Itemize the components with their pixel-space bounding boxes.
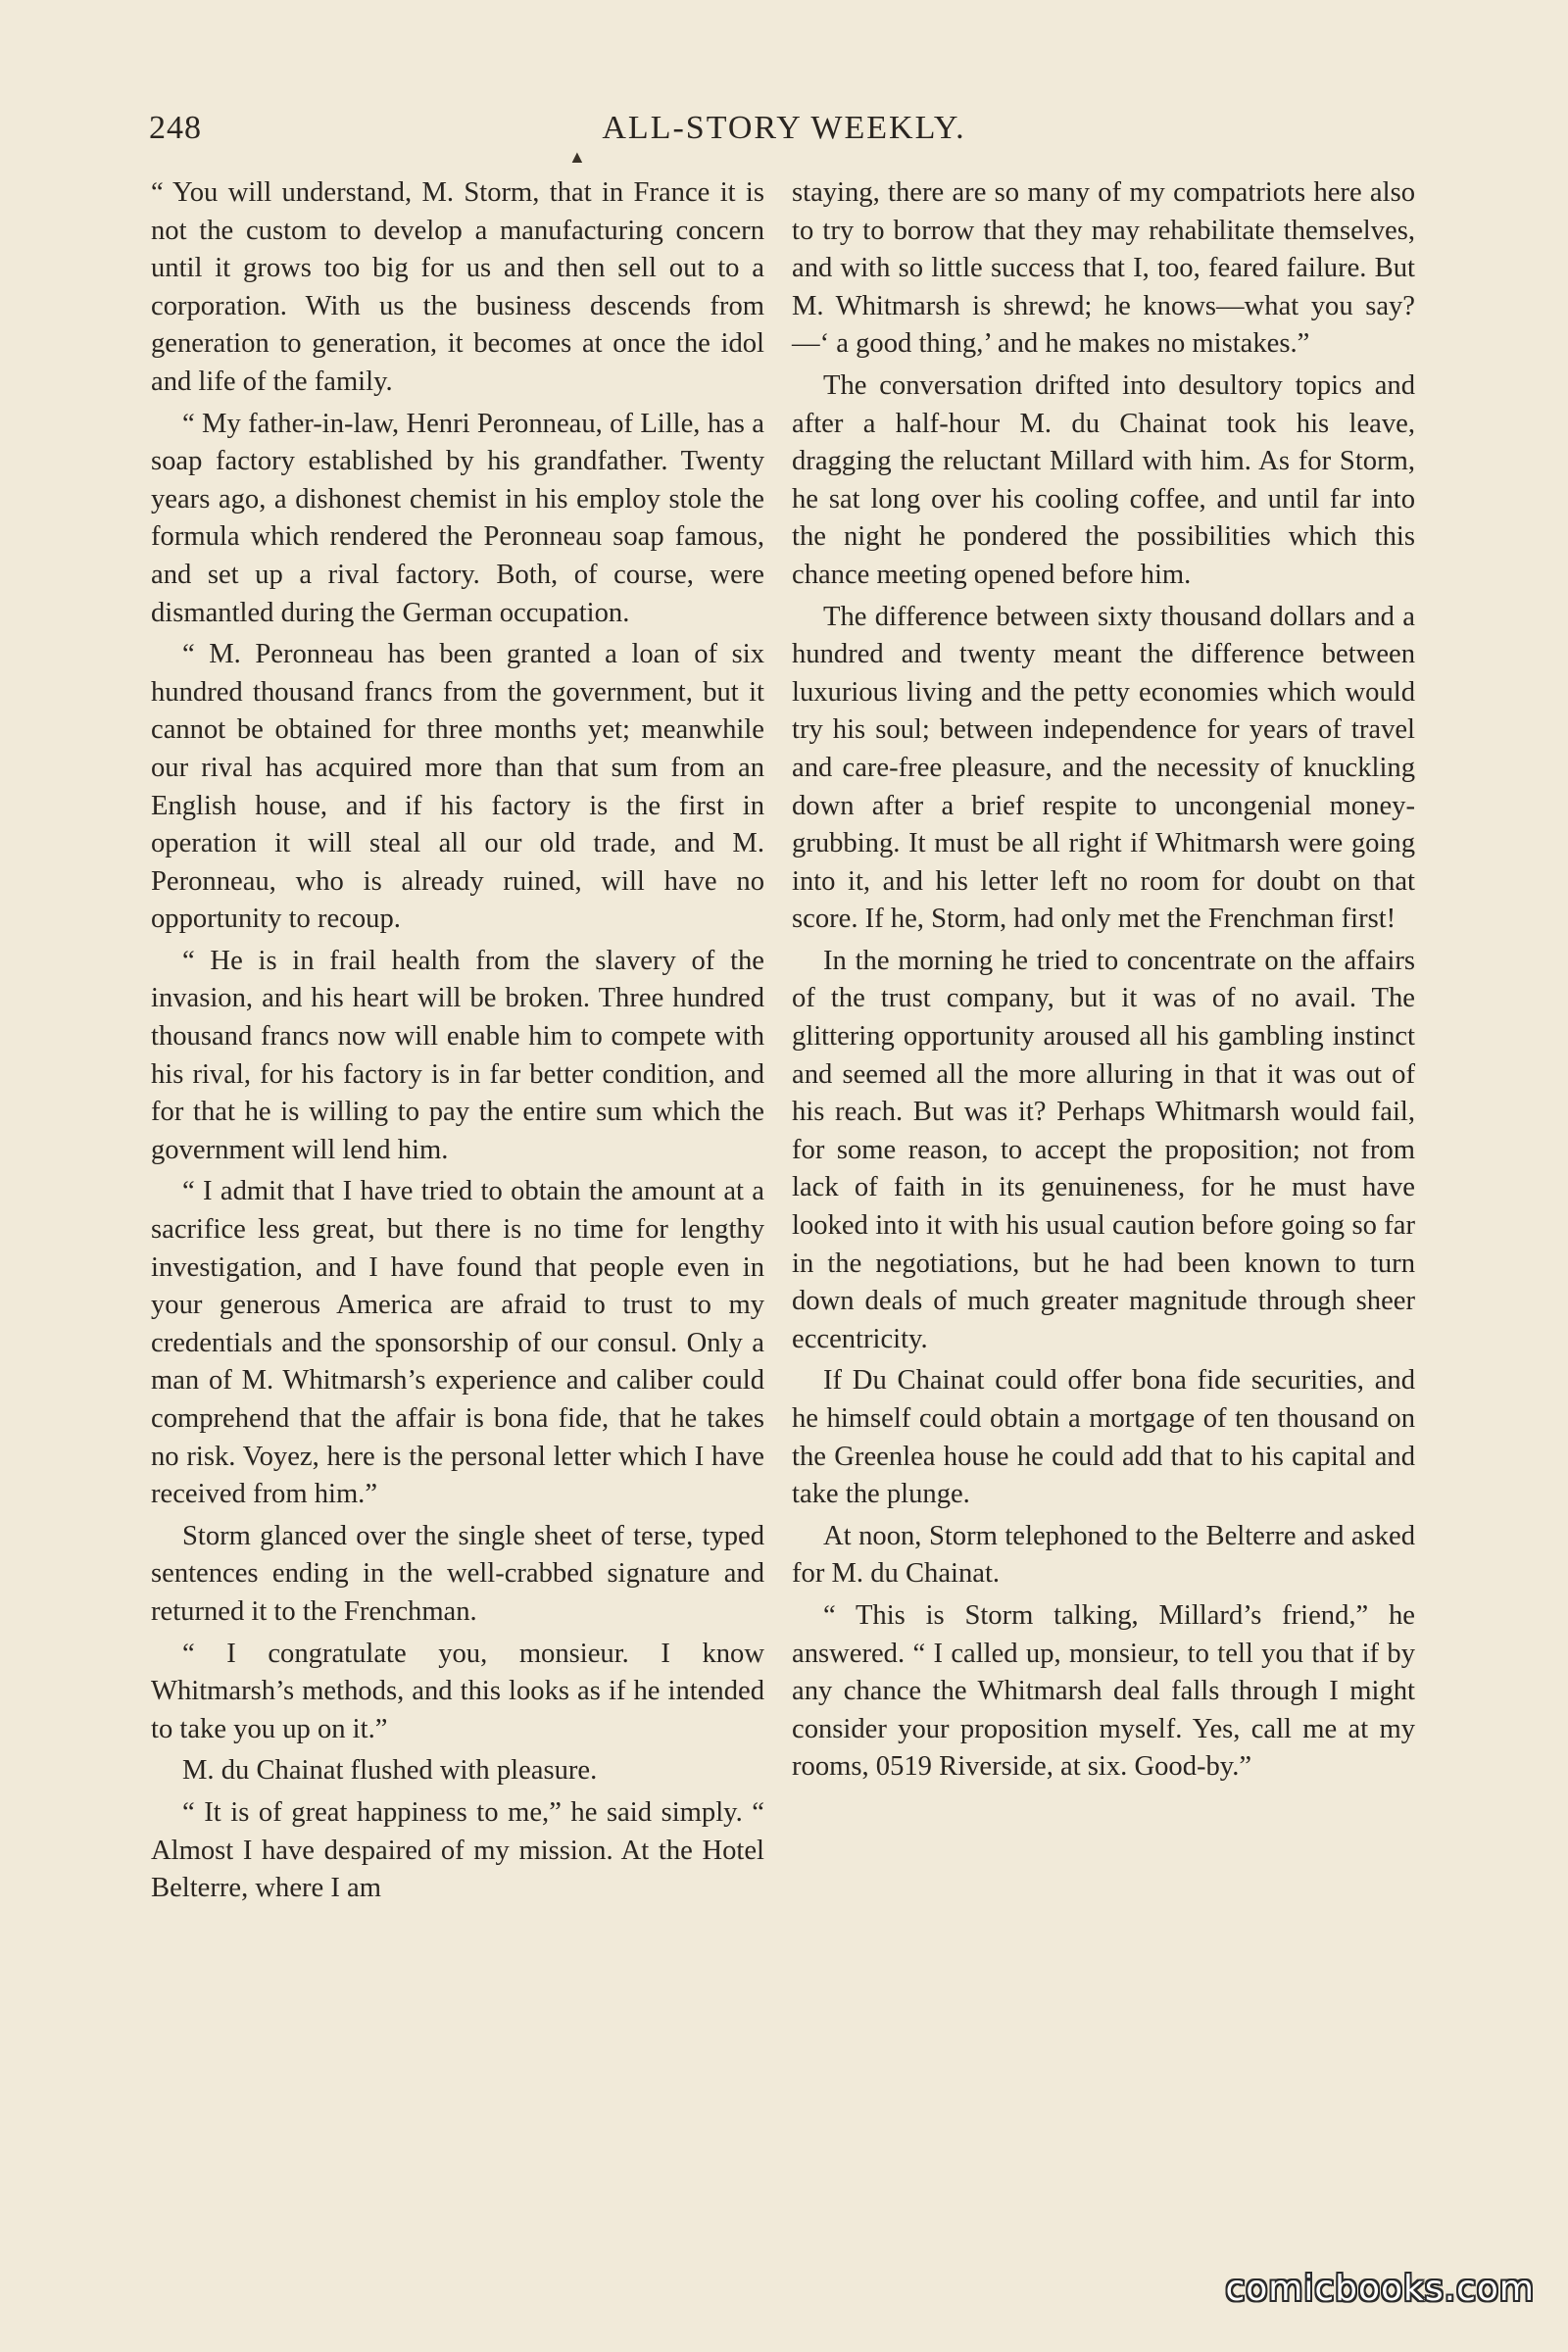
paragraph: At noon, Storm telephoned to the Belterre and asked for M. du Chainat. [792,1520,1415,1590]
watermark: comicbooks.com [1225,2269,1535,2309]
paragraph: In the morning he tried to concentrate on the affairs of the trust company, but it was of no avail. The glittering opportunity aroused all his gambling instinct and seemed all the more alluring in that it was out of his reach. But was it? Perhaps Whitmarsh would fail, for some reason, to accept the proposition; not from lack of faith in its genuineness, for he must have looked into it with his usual caution before going so far in the negotiations, but he had been known to turn down deals of much greater magnitude through sheer eccentricity. [792,945,1415,1354]
ink-mark: ▲ [568,147,586,167]
paragraph: Storm glanced over the single sheet of terse, typed sentences ending in the well-crabbed signature and returned it to the Frenchman. [151,1520,764,1627]
running-head: ALL-STORY WEEKLY. [602,110,966,146]
paragraph: M. du Chainat flushed with pleasure. [182,1755,598,1787]
paragraph: “ M. Peronneau has been granted a loan of six hundred thousand francs from the government, but it cannot be obtained for three months yet; meanwhile our rival has acquired more than that sum from an English house, and if his factory is the first in operation it will steal all our old trade, and M. Peronneau, who is already ruined, will have no opportunity to recoup. [151,639,764,935]
left-column [151,174,764,1908]
paragraph: “ He is in frail health from the slavery of the invasion, and his heart will be broken. Three hundred thousand francs now will enable him to compete with his rival, for his factory is in far better condition, and for that he is willing to pay the entire sum which the government will lend him. [151,945,764,1165]
paragraph: “ You will understand, M. Storm, that in France it is not the custom to develop a manufacturing concern until it grows too big for us and then sell out to a corporation. With us the business descends from generation to generation, it becomes at once the idol and life of the family. [151,177,764,397]
page-number: 248 [149,110,202,146]
paragraph: The difference between sixty thousand dollars and a hundred and twenty meant the difference between luxurious living and the petty economies which would try his soul; between independence for years of travel and care-free pleasure, and the necessity of knuckling down after a brief respite to uncongenial money-grubbing. It must be all right if Whitmarsh were going into it, and his letter left no room for doubt on that score. If he, Storm, had only met the Frenchman first! [792,601,1415,935]
paragraph: “ I admit that I have tried to obtain the amount at a sacrifice less great, but there is no time for lengthy investigation, and I have found that people even in your generous America are afraid to trust to my credentials and the sponsorship of our consul. Only a man of M. Whitmarsh’s experience and caliber could comprehend that the affair is bona fide, that he takes no risk. Voyez, here is the personal letter which I have received from him.” [151,1176,764,1510]
paragraph: If Du Chainat could offer bona fide securities, and he himself could obtain a mortgage of ten thousand on the Greenlea house he could add that to his capital and take the plunge. [792,1365,1415,1510]
right-column [792,174,1415,1787]
paragraph: “ My father-in-law, Henri Peronneau, of Lille, has a soap factory established by his grandfather. Twenty years ago, a dishonest chemist in his employ stole the formula which rendered the Peronneau soap famous, and set up a rival factory. Both, of course, were dismantled during the German occupation. [151,408,764,628]
paragraph: staying, there are so many of my compatriots here also to try to borrow that they may rehabilitate themselves, and with so little success that I, too, feared failure. But M. Whitmarsh is shrewd; he knows—what you say?—‘ a good thing,’ and he makes no mistakes.” [792,177,1415,360]
paragraph: “ It is of great happiness to me,” he said simply. “ Almost I have despaired of my mission. At the Hotel Belterre, where I am [151,1796,764,1904]
paragraph: The conversation drifted into desultory topics and after a half-hour M. du Chainat took his leave, dragging the reluctant Millard with him. As for Storm, he sat long over his cooling coffee, and until far into the night he pondered the possibilities which this chance meeting opened before him. [792,369,1415,590]
paragraph: “ I congratulate you, monsieur. I know Whitmarsh’s methods, and this looks as if he intended to take you up on it.” [151,1638,764,1744]
paragraph: “ This is Storm talking, Millard’s friend,” he answered. “ I called up, monsieur, to tell you that if by any chance the Whitmarsh deal falls through I might consider your proposition myself. Yes, call me at my rooms, 0519 Riverside, at six. Good-by.” [792,1599,1415,1783]
